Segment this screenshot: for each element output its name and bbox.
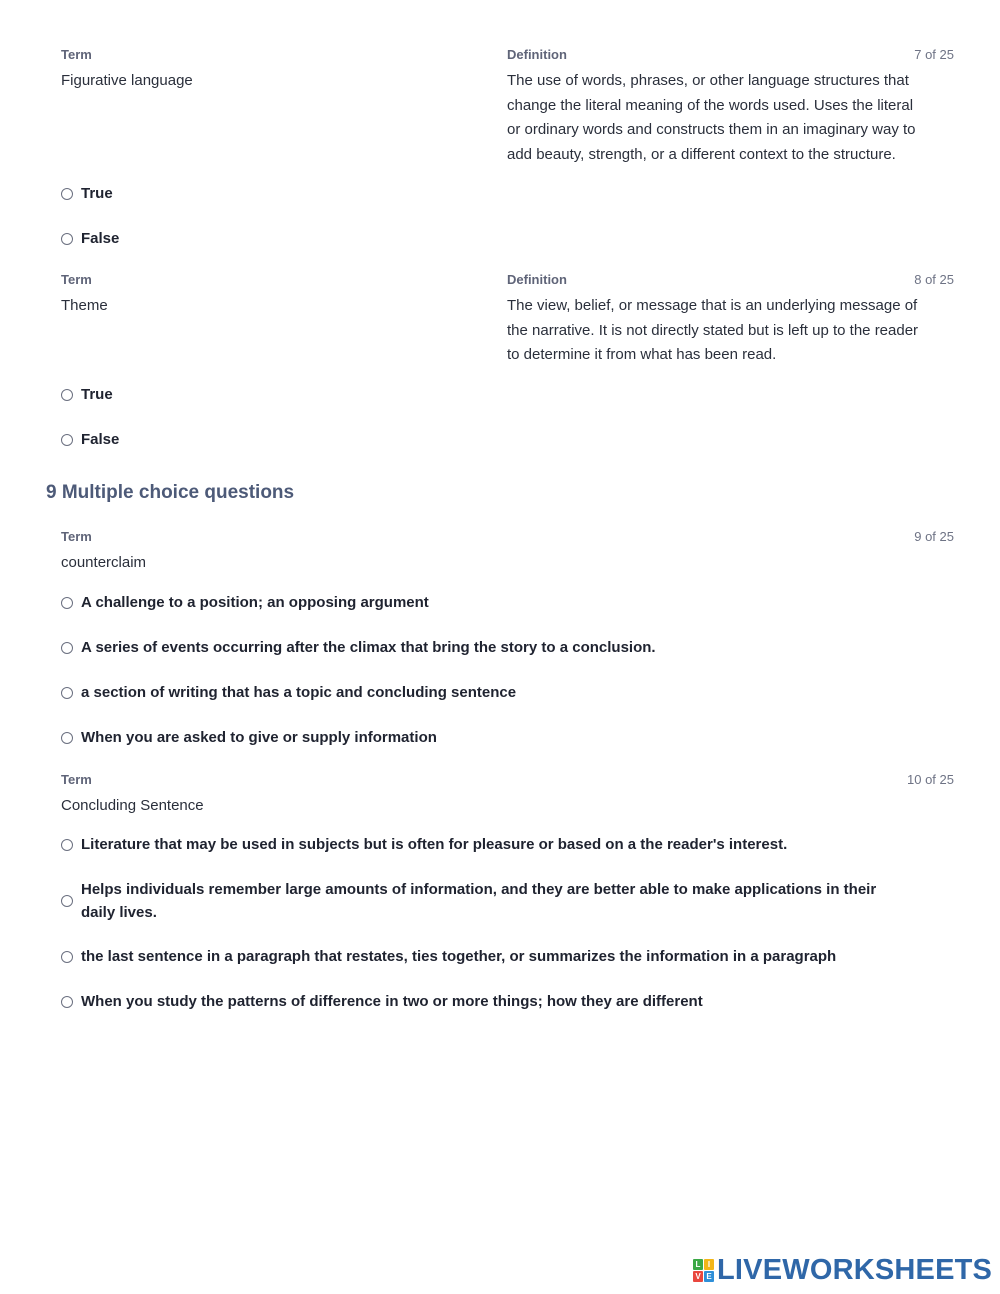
option-d[interactable] — [61, 726, 921, 749]
question-8 — [61, 272, 954, 363]
logo-letter-i: I — [704, 1259, 714, 1270]
term-text: counterclaim — [61, 554, 147, 571]
radio-button[interactable] — [61, 642, 73, 654]
definition-line: change the literal meaning of the words used. Uses the literal — [507, 96, 914, 114]
definition-line: or ordinary words and constructs them in an imaginary way to — [507, 121, 916, 138]
option-c[interactable] — [61, 681, 921, 704]
option-label: False — [81, 431, 120, 448]
option-label: A challenge to a position; an opposing argument — [81, 594, 429, 611]
logo-mark-icon — [693, 1259, 714, 1282]
option-label: Helps individuals remember large amounts of information, and they are better able to make applications in their daily lives. — [81, 881, 877, 921]
radio-button[interactable] — [61, 389, 73, 401]
question-counter: 10 of 25 — [907, 772, 954, 787]
term-label: Term — [61, 272, 92, 287]
radio-button[interactable] — [61, 996, 73, 1008]
liveworksheets-logo[interactable] — [693, 1254, 992, 1286]
term-text: Figurative language — [61, 72, 193, 89]
option-a[interactable] — [61, 833, 921, 856]
logo-letter-e: E — [704, 1271, 714, 1282]
option-label: False — [81, 230, 120, 247]
radio-button[interactable] — [61, 732, 73, 744]
option-a[interactable] — [61, 591, 921, 614]
question-counter: 7 of 25 — [914, 47, 954, 62]
option-label: A series of events occurring after the climax that bring the story to a conclusion. — [81, 639, 656, 656]
definition-label: Definition — [507, 272, 567, 287]
option-true[interactable] — [61, 383, 921, 406]
option-false[interactable] — [61, 227, 921, 250]
radio-button[interactable] — [61, 434, 73, 446]
radio-button[interactable] — [61, 687, 73, 699]
option-b[interactable] — [61, 878, 911, 924]
section-title: 9 Multiple choice questions — [46, 482, 295, 503]
option-label: When you are asked to give or supply information — [81, 729, 437, 746]
question-10 — [61, 772, 954, 814]
definition-label: Definition — [507, 47, 567, 62]
option-label: Literature that may be used in subjects but is often for pleasure or based on a the reader's interest. — [81, 836, 788, 853]
option-true[interactable] — [61, 182, 921, 205]
term-label: Term — [61, 529, 92, 544]
radio-button[interactable] — [61, 951, 73, 963]
term-text: Theme — [61, 297, 108, 314]
definition-line: The view, belief, or message that is an underlying message of — [507, 297, 918, 314]
definition-text — [507, 69, 947, 167]
term-text: Concluding Sentence — [61, 797, 204, 814]
option-c[interactable] — [61, 945, 921, 968]
option-label: the last sentence in a paragraph that restates, ties together, or summarizes the information in a paragraph — [81, 948, 837, 965]
option-false[interactable] — [61, 428, 921, 451]
term-label: Term — [61, 772, 92, 787]
definition-line: to determine it from what has been read. — [507, 346, 777, 363]
option-b[interactable] — [61, 636, 921, 659]
logo-letter-v: V — [693, 1271, 703, 1282]
question-counter: 9 of 25 — [914, 529, 954, 544]
question-7 — [61, 47, 954, 163]
definition-line: add beauty, strength, or a different context to the structure. — [507, 145, 896, 163]
logo-letter-l: L — [693, 1259, 703, 1270]
term-label: Term — [61, 47, 92, 62]
radio-button[interactable] — [61, 233, 73, 245]
definition-line: The use of words, phrases, or other language structures that — [507, 72, 909, 89]
option-label: True — [81, 386, 113, 403]
logo-text: LIVEWORKSHEETS — [717, 1253, 993, 1286]
radio-button[interactable] — [61, 839, 73, 851]
option-label: True — [81, 185, 113, 202]
question-9 — [61, 529, 954, 571]
radio-button[interactable] — [61, 188, 73, 200]
definition-line: the narrative. It is not directly stated but is left up to the reader — [507, 321, 919, 339]
option-label: a section of writing that has a topic and concluding sentence — [81, 684, 517, 701]
option-label: When you study the patterns of difference in two or more things; how they are different — [81, 993, 703, 1010]
question-counter: 8 of 25 — [914, 272, 954, 287]
definition-text — [507, 294, 947, 368]
option-d[interactable] — [61, 990, 921, 1013]
radio-button[interactable] — [61, 597, 73, 609]
radio-button[interactable] — [61, 895, 73, 907]
